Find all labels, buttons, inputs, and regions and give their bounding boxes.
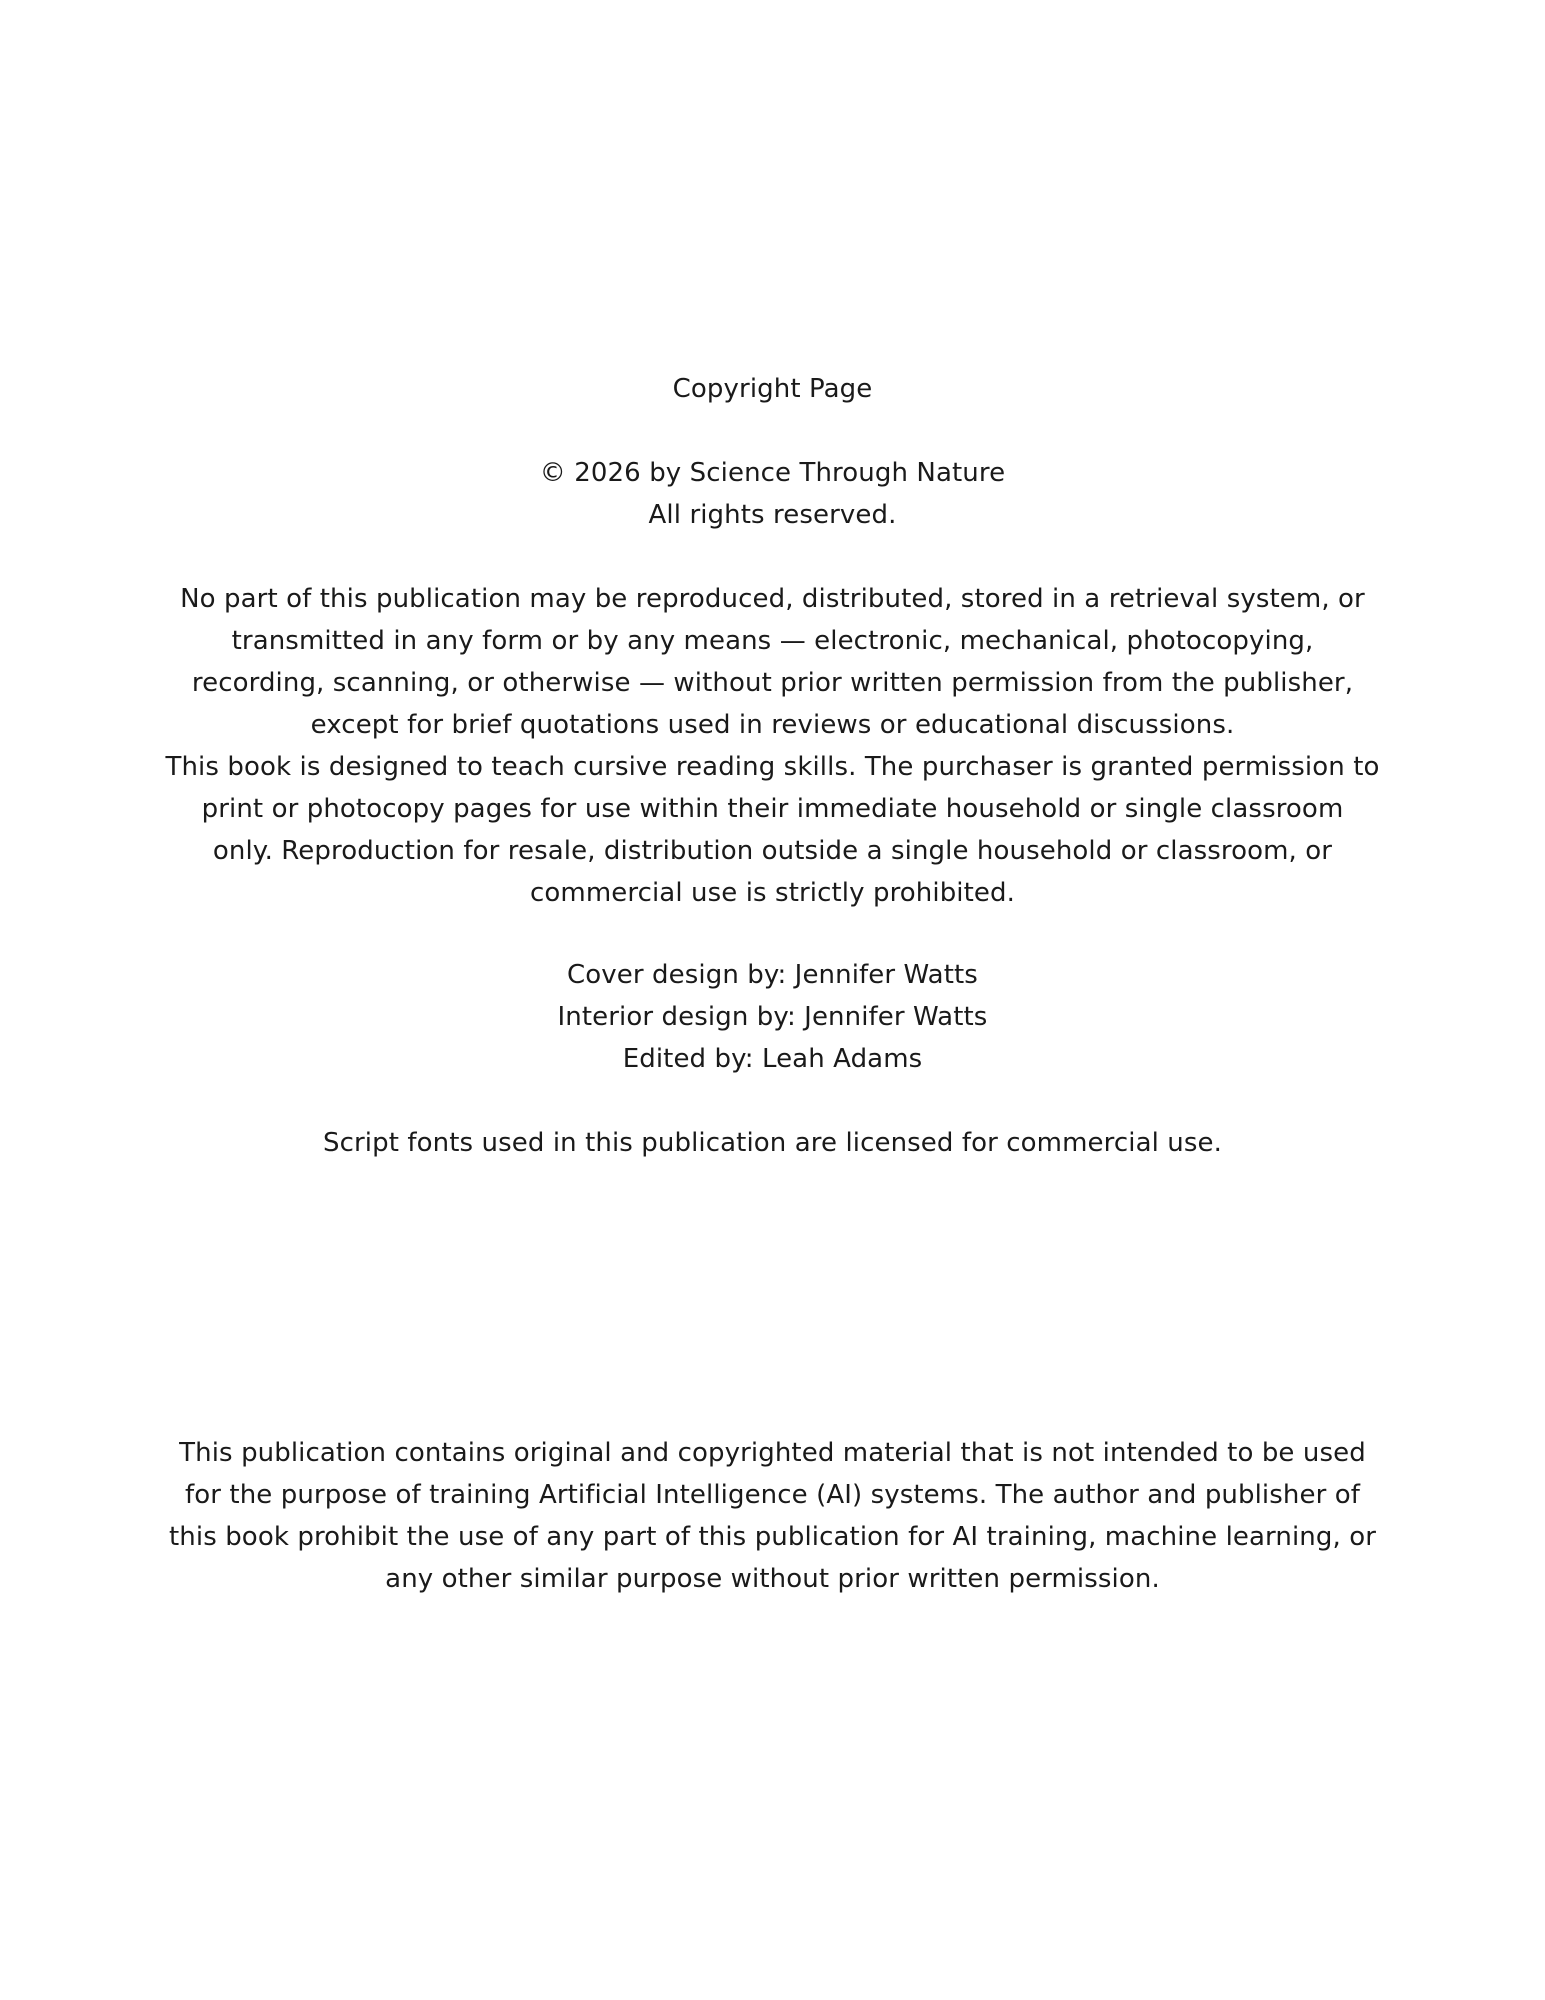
fonts-notice: Script fonts used in this publication are licensed for commercial use.	[323, 1128, 1222, 1158]
ai-notice-line: this book prohibit the use of any part of this publication for AI training, machine learning, or	[169, 1522, 1376, 1552]
notice-line: This book is designed to teach cursive reading skills. The purchaser is granted permission to	[165, 752, 1380, 782]
ai-notice-line: for the purpose of training Artificial Intelligence (AI) systems. The author and publisher of	[185, 1480, 1360, 1510]
notice-line: only. Reproduction for resale, distribution outside a single household or classroom, or	[212, 836, 1333, 866]
notice-line: except for brief quotations used in reviews or educational discussions.	[310, 710, 1235, 740]
editor-credit: Edited by: Leah Adams	[622, 1044, 923, 1074]
credits-block	[0, 954, 1545, 1080]
rights-reserved-line: All rights reserved.	[648, 500, 897, 530]
ai-notice-line: This publication contains original and copyrighted material that is not intended to be used	[179, 1438, 1366, 1468]
notice-line: No part of this publication may be reproduced, distributed, stored in a retrieval system, or	[180, 584, 1365, 614]
cover-design-credit: Cover design by: Jennifer Watts	[567, 960, 978, 990]
copyright-line: © 2026 by Science Through Nature	[539, 458, 1006, 488]
ai-training-notice	[0, 1432, 1545, 1600]
notice-line: transmitted in any form or by any means — electronic, mechanical, photocopying,	[231, 626, 1314, 656]
ai-notice-line: any other similar purpose without prior written permission.	[385, 1564, 1160, 1594]
notice-line: print or photocopy pages for use within their immediate household or single classroom	[201, 794, 1344, 824]
reproduction-notice	[0, 578, 1545, 914]
interior-design-credit: Interior design by: Jennifer Watts	[557, 1002, 988, 1032]
copyright-block	[0, 452, 1545, 536]
fonts-notice-block	[0, 1122, 1545, 1164]
notice-line: recording, scanning, or otherwise — without prior written permission from the publisher,	[191, 668, 1354, 698]
title-block	[0, 368, 1545, 410]
page-title: Copyright Page	[672, 374, 873, 404]
notice-line: commercial use is strictly prohibited.	[530, 878, 1015, 908]
